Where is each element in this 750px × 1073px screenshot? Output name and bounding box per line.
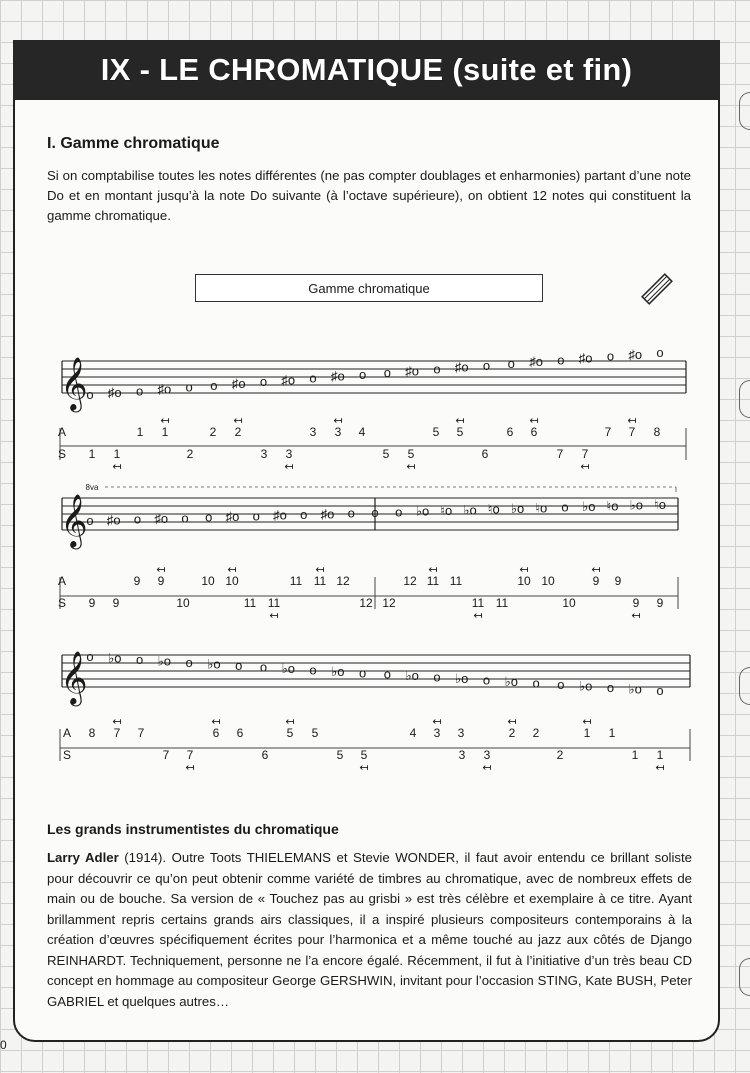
tab-number: 4 [358,425,366,439]
slide-icon: ↤ [359,762,369,774]
note: ♭o [415,503,430,519]
figure-label: Gamme chromatique [308,280,430,296]
slide-icon: ↤ [582,716,592,728]
tab-number: 11 [267,596,281,610]
tab-number: 5 [360,748,368,762]
note: o [135,651,144,667]
note: o [507,355,515,371]
slide-icon: ↤ [269,610,279,622]
tab-number: 11 [426,574,440,588]
tab-number: 11 [471,596,485,610]
note: ♯o [154,511,169,526]
note: ♯o [628,346,643,362]
tab-number: 8 [653,425,661,439]
tab-number: 8 [88,726,96,740]
note: o [181,510,189,526]
note: ♯o [578,350,593,366]
tab-number: 5 [382,447,390,461]
slide-icon: ↤ [160,415,170,427]
note: o [358,366,367,382]
treble-clef: 𝄞 [60,494,88,546]
note: o [371,505,379,520]
note: o [656,683,664,698]
tab-number: 1 [583,726,591,740]
artists-heading: Les grands instrumentistes du chromatique [47,821,339,837]
tab-number: 9 [88,596,96,610]
note: o [557,352,565,368]
note: ♭o [108,650,122,666]
tab-number: 7 [162,748,170,762]
tab-number: 9 [592,574,600,588]
tab-number: 6 [212,726,220,740]
index-tab [739,667,750,705]
tab-number: 5 [456,425,464,439]
note: o [482,357,491,373]
tab-number: 1 [631,748,639,762]
note: ♭o [281,660,295,676]
slide-icon: ↤ [285,716,295,728]
tab-number: 7 [137,726,145,740]
slide-icon: ↤ [455,415,465,427]
tab-number: A [57,574,67,588]
tab-number: 5 [432,425,440,439]
note: o [383,666,392,682]
slide-icon: ↤ [185,762,195,774]
chapter-title: IX - LE CHROMATIQUE (suite et fin) [100,52,633,87]
note: o [383,365,392,381]
tab-number: 12 [359,596,373,610]
slide-icon: ↤ [227,564,237,576]
tab-number: 11 [289,574,303,588]
intro-paragraph: Si on comptabilise toutes les notes différentes (ne pas compter doublages et enharmonies) partant d’une note Do et en montant jusqu’à la note Do suivante (à l’octave supérieure), on obtient 12 notes qui constituent la gamme chromatique. [47,168,691,223]
tab-number: 2 [556,748,564,762]
note: ♯o [330,368,345,384]
note: o [433,361,441,377]
slide-icon: ↤ [428,564,438,576]
tab-number: 11 [449,574,463,588]
tab-number: 11 [495,596,509,610]
section-heading: I. Gamme chromatique [47,135,220,152]
tab-number: 9 [133,574,141,588]
slide-icon: ↤ [432,716,442,728]
tab-number: A [57,425,67,439]
note: o [433,669,441,685]
index-tab [739,92,750,130]
tab-number: 12 [382,596,396,610]
tab-number: 1 [136,425,144,439]
page-mark: 0 [0,1038,7,1052]
slide-icon: ↤ [315,564,325,576]
tab-number: 11 [243,596,257,610]
note: ♭o [628,681,642,697]
tab-number: 1 [88,447,96,461]
slide-icon: ↤ [211,716,221,728]
tab-number: 1 [608,726,616,740]
slide-icon: ↤ [233,415,243,427]
tab-number: S [57,447,67,461]
note: o [185,654,193,670]
tab-number: 11 [313,574,327,588]
note: o [86,649,94,664]
tab-number: 7 [628,425,636,439]
tab-number: 6 [506,425,514,439]
tab-number: 7 [113,726,121,740]
index-tab [739,958,750,996]
note: o [358,665,367,681]
note: o [606,680,615,696]
note: o [300,507,308,522]
slide-icon: ↤ [156,564,166,576]
slide-icon: ↤ [482,762,492,774]
tab-number: 12 [403,574,417,588]
slide-icon: ↤ [591,564,601,576]
note: ♯o [273,507,287,523]
tab-number: 5 [311,726,319,740]
tab-number: 2 [209,425,217,439]
tab-number: 10 [562,596,576,610]
note: ♯o [231,376,246,392]
tab-number: 3 [483,748,491,762]
note: o [347,505,355,521]
tab-number: 10 [541,574,555,588]
tab-number: 10 [225,574,239,588]
slide-icon: ↤ [631,610,641,622]
note: o [606,348,615,364]
slide-icon: ↤ [333,415,343,427]
tab-number: 10 [176,596,190,610]
tab-number: 2 [532,726,540,740]
tab-number: S [62,748,72,762]
note: o [135,383,144,399]
tab-number: 2 [186,447,194,461]
tab-number: 3 [285,447,293,461]
note: o [133,511,142,527]
tab-number: 4 [409,726,417,740]
treble-clef: 𝄞 [60,651,88,703]
tab-number: 1 [656,748,664,762]
note: o [185,379,193,395]
slide-icon: ↤ [519,564,529,576]
note: ♮o [535,500,548,516]
octave-mark: 8va [85,483,99,492]
tab-number: 5 [407,447,415,461]
tab-number: 9 [656,596,664,610]
note: ♭o [582,499,596,514]
note: o [482,672,491,688]
tab-number: 5 [336,748,344,762]
note: o [309,370,317,386]
note: ♯o [405,363,420,379]
chapter-title-bar [13,40,720,100]
note: ♮o [654,497,666,512]
note: ♭o [405,668,419,684]
note: ♯o [157,381,172,397]
slide-icon: ↤ [473,610,483,622]
tab-number: 1 [113,447,121,461]
note: ♭o [463,502,477,518]
note: ♭o [504,674,518,690]
slide-icon: ↤ [406,461,416,473]
note: ♯o [281,372,296,388]
note: ♮o [440,503,453,518]
note: ♮o [487,501,500,517]
note: o [259,659,268,675]
tab-number: 9 [614,574,622,588]
note: ♯o [529,354,543,370]
tab-number: 3 [457,726,465,740]
note: o [86,513,94,528]
tab-number: 3 [433,726,441,740]
note: ♯o [107,385,122,401]
tab-number: 6 [236,726,244,740]
tab-number: 7 [556,447,564,461]
artist-bio [47,848,692,1012]
tab-number: 9 [157,574,165,588]
slide-icon: ↤ [112,716,122,728]
slide-icon: ↤ [627,415,637,427]
tab-number: 3 [458,748,466,762]
tab-number: 3 [334,425,342,439]
tab-number: 12 [336,574,350,588]
slide-icon: ↤ [112,461,122,473]
note: ♭o [207,656,221,672]
note: o [252,508,260,524]
note: o [656,345,664,360]
note: o [235,657,243,673]
tab-number: 9 [632,596,640,610]
tab-number: 3 [309,425,317,439]
note: ♯o [225,509,240,524]
tab-number: 10 [517,574,531,588]
tab-number: 2 [508,726,516,740]
tab-number: 7 [186,748,194,762]
tab-number: 6 [530,425,538,439]
note: o [210,377,218,393]
slide-icon: ↤ [655,762,665,774]
note: o [395,504,403,520]
tab-number: 7 [581,447,589,461]
note: ♮o [606,498,619,514]
note: o [259,374,268,390]
tab-number: 7 [604,425,612,439]
slide-icon: ↤ [284,461,294,473]
slide-icon: ↤ [529,415,539,427]
tab-number: 2 [234,425,242,439]
tab-number: 6 [481,447,489,461]
note: o [557,677,565,693]
index-tab [739,380,750,418]
note: o [86,387,94,402]
note: ♯o [106,512,121,528]
slide-icon: ↤ [580,461,590,473]
tab-number: 1 [161,425,169,439]
note: ♯o [320,506,335,522]
slide-icon: ↤ [507,716,517,728]
artist-name: Larry Adler [47,850,119,865]
tab-number: A [62,726,72,740]
tab-number: 3 [260,447,268,461]
tab-number: S [57,596,67,610]
note: ♭o [455,671,469,687]
note: ♯o [454,359,469,375]
figure-label-box [195,274,543,302]
note: o [561,499,569,515]
note: o [205,509,213,525]
note: o [532,675,540,691]
note: ♭o [510,501,525,516]
note: ♭o [331,663,345,679]
tab-number: 9 [112,596,120,610]
harmonica-icon [640,272,674,306]
note: ♭o [157,653,172,669]
tab-number: 6 [261,748,269,762]
tab-number: 10 [201,574,215,588]
note: ♭o [629,497,643,513]
artist-bio-text: (1914). Outre Toots THIELEMANS et Stevie WONDER, il faut avoir entendu ce brillant soliste pour découvrir ce qu’on peut obtenir comme variété de timbres au chromatique, avec de nombreux effets de main ou de bouche. Sa version de « Touchez pas au grisbi » est très célèbre et exemplaire à ce titre. Ayant brillamment repris certains grands airs classiques, il a inspiré plusieurs compositeurs contemporains à la création d’œuvres spécifiquement écrites pour l’harmonica et a même touché au jazz aux côtés de Django REINHARDT. Techniquement, personne ne l’a encore égalé. Récemment, il fut à l’initiative d’un très beau CD concept en hommage au compositeur George GERSHWIN, invitant pour l’occasion STING, Kate BUSH, Peter GABRIEL et quelques autres… [47,850,692,1009]
note: ♭o [578,678,593,694]
treble-clef: 𝄞 [60,357,88,409]
note: o [309,662,317,678]
tab-number: 5 [286,726,294,740]
